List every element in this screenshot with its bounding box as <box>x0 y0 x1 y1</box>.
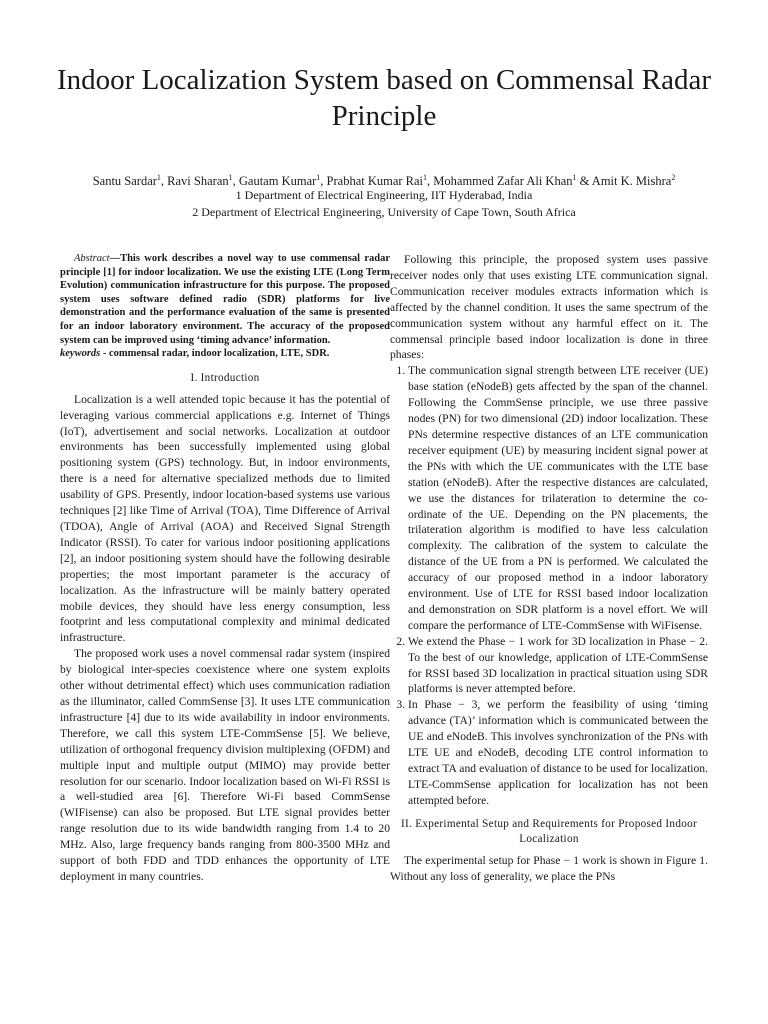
author-name: Gautam Kumar <box>238 174 317 189</box>
phase-list <box>390 363 708 808</box>
keywords-text: - commensal radar, indoor localization, LTE, SDR. <box>100 348 330 360</box>
author-name: Amit K. Mishra <box>591 174 672 189</box>
keywords <box>60 347 390 361</box>
right-column <box>390 252 708 885</box>
affiliation-1: 1 Department of Electrical Engineering, IIT Hyderabad, India <box>235 188 533 202</box>
intro-paragraph-1: Localization is a well attended topic because it has the potential of leveraging various commercial applications e.g. Internet of Things (IoT), advertisement and social networks. Localization at outdoor environments has been successfully implemented using global positioning system (GPS) technology. But, in indoor environments, there is a need for alternative specialized methods due to limited usability of GPS. Presently, indoor location-based systems use various techniques [2] like Time of Arrival (TOA), Time Difference of Arrival (TDOA), Angle of Arrival (AOA) and Received Signal Strength Indicator (RSSI). To cater for various indoor positioning applications [2], an indoor positioning system should have the following desirable properties; the most important parameter is the accuracy of localization. As the infrastructure will be mainly battery operated mobile devices, they should have less energy consumption, less footprint and less computational complexity and minimal dedicated infrastructure. <box>60 392 390 645</box>
author-affiliation-mark: 1 <box>316 173 321 182</box>
list-item: 2. We extend the Phase − 1 work for 3D localization in Phase − 2. To the best of our knowledge, application of LTE-CommSense for RSSI based 3D localization in practical situation using SDR platforms is never attempted before. <box>408 634 708 698</box>
section-heading-experimental-setup: II. Experimental Setup and Requirements for Proposed Indoor Localization <box>400 817 698 845</box>
left-column <box>60 252 390 885</box>
abstract-label: Abstract <box>74 253 110 264</box>
affiliation-2: 2 Department of Electrical Engineering, University of Cape Town, South Africa <box>192 205 576 219</box>
list-item: 3. In Phase − 3, we perform the feasibility of using ‘timing advance (TA)’ information which is communicated between the UE and eNodeB. This involves synchronization of the PNs with LTE UE and eNodeB, decoding LTE control information to extract TA and evaluation of distance to be used for localization. LTE-CommSense application for localization has not been attempted before. <box>408 697 708 808</box>
intro-paragraph-2: The proposed work uses a novel commensal radar system (inspired by biological inter-species coexistence where one system exploits other without detrimental effect) which uses communication radiation as the illuminator, called CommSense [3]. It uses LTE communication infrastructure [4] due to its wide availability in indoor environments. Therefore, we call this system LTE-CommSense [5]. We believe, utilization of orthogonal frequency division multiplexing (OFDM) and multiple input and multiple output (MIMO) may provide better resolution for our scenario. Indoor localization based on Wi-Fi RSSI is a well-studied area [6]. Therefore Wi-Fi based CommSense (WIFisense) can also be proposed. But LTE signal provides better range resolution due to its wide bandwidth ranging from 1.4 to 20 MHz. Also, large frequency bands ranging from 800-3500 MHz and support of both FDD and TDD enhances the opportunity of LTE deployment in many countries. <box>60 647 390 883</box>
section-heading-introduction: I. Introduction <box>190 371 260 384</box>
author-name: Ravi Sharan <box>167 174 229 189</box>
author-affiliation-mark: 1 <box>228 173 233 182</box>
setup-paragraph: The experimental setup for Phase − 1 work is shown in Figure 1. Without any loss of generality, we place the PNs <box>390 853 708 883</box>
keywords-label: keywords <box>60 348 101 360</box>
list-item: 1. The communication signal strength between LTE receiver (UE) base station (eNodeB) gets affected by the span of the channel. Following the CommSense principle, we use three passive nodes (PN) for two dimensional (2D) indoor localization. These PNs determine respective distances of an LTE communication receiver equipment (UE) by measuring incident signal power at the PNs with which the UE communicates with the LTE base station (eNodeB). After the respective distances are calculated, we use the distances for trilateration to determine the co-ordinate of the UE. Depending on the PN placements, the trilateration algorithm is modified to have less calculation complexity. The calibration of the system to calculate the distance of the UE from a PN is performed. We calculated the accuracy of our proposed method in a indoor laboratory environment. Use of LTE for RSSI based indoor localization and demonstration on SDR platform is a novel effort. We will compare the performance of LTE-CommSense with WiFisense. <box>408 363 708 633</box>
author-affiliation-mark: 1 <box>572 173 577 182</box>
paper-title: Indoor Localization System based on Commensal Radar Principle <box>57 64 711 132</box>
author-affiliation-mark: 1 <box>423 173 428 182</box>
abstract-text: —This work describes a novel way to use commensal radar principle [1] for indoor localization. We use the existing LTE (Long Term Evolution) communication infrastructure for this purpose. The proposed system uses software defined radio (SDR) platforms for live demonstration and the performance evaluation of the same is presented for an indoor laboratory environment. The accuracy of the proposed system can be improved using ‘timing advance’ information. <box>60 253 390 346</box>
author-affiliation-mark: 2 <box>671 173 676 182</box>
abstract <box>60 252 390 347</box>
author-name: Prabhat Kumar Rai <box>326 174 424 189</box>
author-name: Mohammed Zafar Ali Khan <box>433 174 573 189</box>
phases-intro-paragraph: Following this principle, the proposed system uses passive receiver nodes only that uses existing LTE communication signal. Communication receiver modules extracts information which is affected by the channel condition. It uses the same spectrum of the communication system without any harmful effect on it. The commensal principle based indoor localization is done in three phases: <box>390 253 708 362</box>
author-name: Santu Sardar <box>92 174 157 189</box>
author-affiliation-mark: 1 <box>156 173 161 182</box>
author-list: Santu Sardar$^1$, Ravi Sharan$^1$, Gautam Kumar$^1$, Prabhat Kumar Rai$^1$, Mohammed Zafar Ali Khan$^1$ & Amit K. Mishra$^2$ <box>92 173 676 189</box>
